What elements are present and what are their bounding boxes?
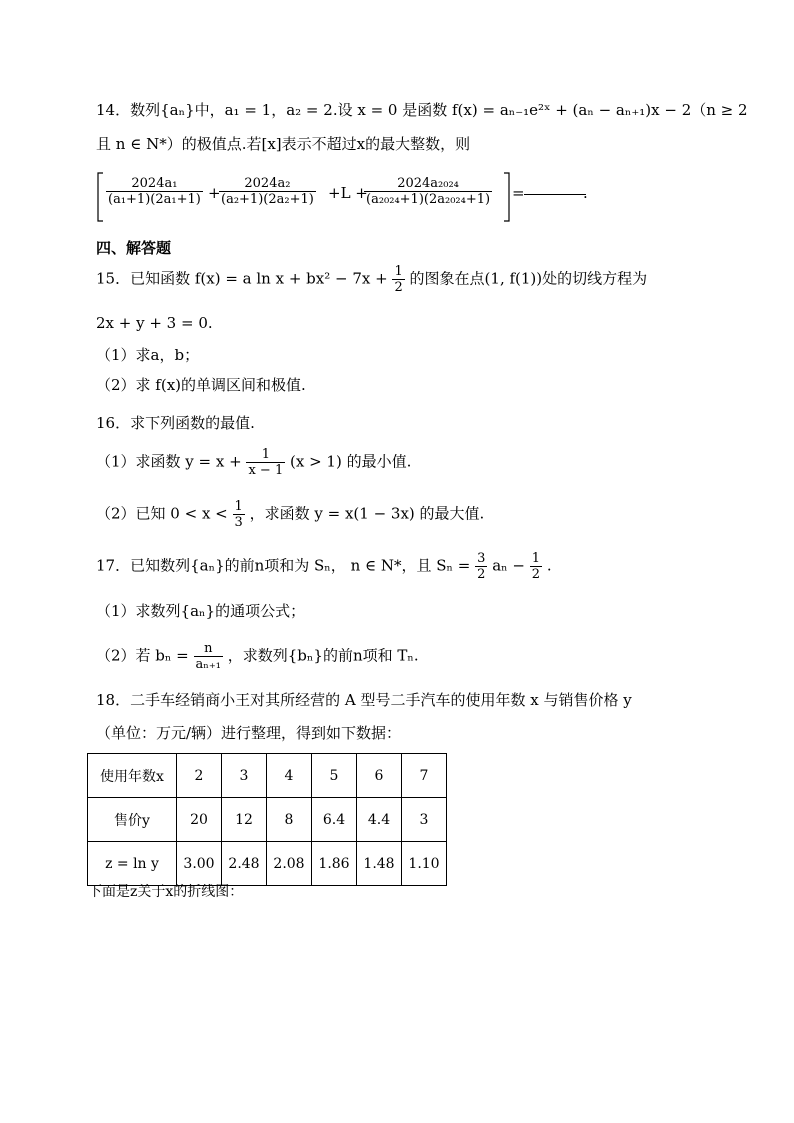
- q16-sub1: （1）求函数 y = x + $\frac{1}{x - 1}$ (x > 1) 的最小值.: [96, 447, 412, 478]
- table-cell: 5: [312, 754, 357, 798]
- table-cell: 2.08: [267, 842, 312, 886]
- table-row: [88, 754, 447, 798]
- table-cell: 6: [357, 754, 402, 798]
- q14-bracket-expression: [96, 171, 586, 223]
- q14-line1: 14．数列{aₙ}中，a₁ = 1，a₂ = 2.设 x = 0 是函数 f(x) = aₙ₋₁e²ˣ + (aₙ − aₙ₊₁)x − 2（n ≥ 2: [96, 101, 748, 119]
- q16-sub1-fraction: $\frac{1}{x - 1}$: [248, 447, 284, 478]
- table-cell: 4.4: [357, 798, 402, 842]
- table-cell: 2: [177, 754, 222, 798]
- q17-sub2-fraction: $\frac{n}{\text{aₙ₊₁}}$: [195, 641, 221, 672]
- q17-sub1: （1）求数列{aₙ}的通项公式；: [96, 602, 306, 620]
- table-cell: 3.00: [177, 842, 222, 886]
- q14-period: .: [583, 184, 588, 202]
- table-row: [88, 798, 447, 842]
- table-cell: 12: [222, 798, 267, 842]
- table-cell: 1.86: [312, 842, 357, 886]
- table-row-label: 售价y: [88, 798, 177, 842]
- q14-ellipsis: +L +: [328, 184, 368, 202]
- table-cell: 3: [402, 798, 447, 842]
- q17-sub2: （2）若 bₙ = $\frac{n}{\text{aₙ₊₁}}$ ，求数列{bₙ}的前n项和 Tₙ.: [96, 641, 419, 672]
- table-cell: 3: [222, 754, 267, 798]
- q14-term3: $\frac{\text{2024a₂₀₂₄}}{\text{(a₂₀₂₄+1)(2a₂₀₂₄+1)}}$: [366, 176, 491, 207]
- table-cell: 8: [267, 798, 312, 842]
- q14-plus: +: [208, 184, 221, 202]
- q16-sub2: （2）已知 0 < x < $\frac{1}{3}$ ，求函数 y = x(1 − 3x) 的最大值.: [96, 499, 485, 530]
- q15-sub1: （1）求a，b；: [96, 346, 200, 364]
- q14-term1: $\frac{\text{2024a₁}}{\text{(a₁+1)(2a₁+1)}}$: [108, 176, 201, 207]
- q16-sub2-fraction: $\frac{1}{3}$: [234, 499, 243, 530]
- table-row: [88, 842, 447, 886]
- q15-fraction: $\frac{1}{2}$: [394, 264, 403, 295]
- data-table: [87, 753, 447, 886]
- q15-sub2: （2）求 f(x)的单调区间和极值.: [96, 376, 306, 394]
- table-row-label: 使用年数x: [88, 754, 177, 798]
- table-row-label: z = ln y: [88, 842, 177, 886]
- q14-equals: =: [512, 184, 525, 202]
- q16-line1: 16．求下列函数的最值.: [96, 414, 255, 432]
- table-cell: 2.48: [222, 842, 267, 886]
- q15-line2: 2x + y + 3 = 0.: [96, 314, 213, 332]
- q14-line2: 且 n ∈ N*）的极值点.若[x]表示不超过x的最大整数，则: [96, 135, 471, 153]
- q14-answer-blank: [524, 193, 586, 195]
- table-cell: 1.10: [402, 842, 447, 886]
- q15-line1: 15．已知函数 f(x) = a ln x + bx² − 7x + $\frac{1}{2}$ 的图象在点(1, f(1))处的切线方程为: [96, 264, 648, 295]
- table-cell: 7: [402, 754, 447, 798]
- table-cell: 1.48: [357, 842, 402, 886]
- table-cell: 4: [267, 754, 312, 798]
- q17-fraction1: $\frac{3}{2}$: [477, 551, 486, 582]
- q18-after-table: 下面是z关于x的折线图：: [88, 884, 244, 900]
- q18-line1: 18．二手车经销商小王对其所经营的 A 型号二手汽车的使用年数 x 与销售价格 y: [96, 691, 632, 709]
- q18-line2: （单位：万元/辆）进行整理，得到如下数据：: [96, 724, 402, 742]
- q17-fraction2: $\frac{1}{2}$: [531, 551, 541, 582]
- table-cell: 6.4: [312, 798, 357, 842]
- section-heading: 四、解答题: [96, 239, 172, 257]
- table-cell: 20: [177, 798, 222, 842]
- q17-line1: 17．已知数列{aₙ}的前n项和为 Sₙ， n ∈ N*，且 Sₙ = $\frac{3}{2}$ aₙ − $\frac{1}{2}$ .: [96, 551, 552, 582]
- q14-term2: $\frac{\text{2024a₂}}{\text{(a₂+1)(2a₂+1)}}$: [221, 176, 314, 207]
